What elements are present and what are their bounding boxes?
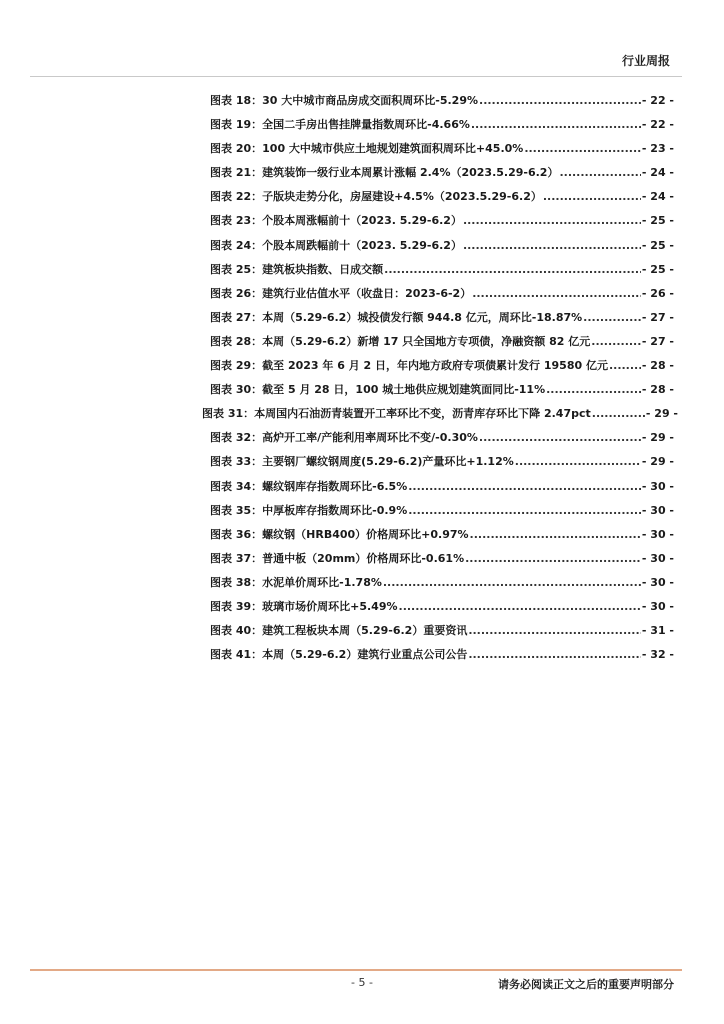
toc-entry-label: 图表 24：个股本周跌幅前十（2023. 5.29-6.2） xyxy=(210,238,462,252)
toc-entry[interactable] xyxy=(210,212,674,236)
toc-entry-page: - 23 - xyxy=(641,142,674,156)
toc-dot-leader xyxy=(479,431,641,444)
toc-dot-leader xyxy=(479,94,641,107)
toc-dot-leader xyxy=(546,383,641,396)
toc-entry-page: - 30 - xyxy=(641,575,674,589)
toc-entry-page: - 28 - xyxy=(641,383,674,397)
toc-dot-leader xyxy=(592,407,645,420)
toc-dot-leader xyxy=(515,455,641,468)
toc-entry-page: - 30 - xyxy=(641,479,674,493)
toc-entry-page: - 27 - xyxy=(641,310,674,324)
toc-entry[interactable] xyxy=(202,405,678,429)
toc-dot-leader xyxy=(470,528,641,541)
toc-entry-label: 图表 26：建筑行业估值水平（收盘日：2023-6-2） xyxy=(210,286,472,300)
footer-divider xyxy=(30,969,682,971)
toc-entry[interactable] xyxy=(210,309,674,333)
toc-entry[interactable] xyxy=(210,188,674,212)
toc-entry[interactable] xyxy=(210,116,674,140)
toc-entry-label: 图表 34：螺纹钢库存指数周环比-6.5% xyxy=(210,479,408,493)
toc-entry[interactable] xyxy=(210,622,674,646)
toc-entry-page: - 22 - xyxy=(641,118,674,132)
toc-entry-label: 图表 19：全国二手房出售挂牌量指数周环比-4.66% xyxy=(210,118,470,132)
toc-dot-leader xyxy=(559,166,640,179)
toc-entry[interactable] xyxy=(210,453,674,477)
toc-entry[interactable] xyxy=(210,598,674,622)
toc-entry-label: 图表 31：本周国内石油沥青装置开工率环比不变，沥青库存环比下降 2.47pct xyxy=(202,407,591,421)
toc-dot-leader xyxy=(408,480,641,493)
toc-entry[interactable] xyxy=(210,502,674,526)
toc-entry-label: 图表 18：30 大中城市商品房成交面积周环比-5.29% xyxy=(210,94,479,107)
toc-entry[interactable] xyxy=(210,92,674,116)
toc-entry-page: - 30 - xyxy=(641,527,674,541)
toc-entry-label: 图表 28：本周（5.29-6.2）新增 17 只全国地方专项债，净融资额 82 亿元 xyxy=(210,334,591,348)
toc-dot-leader xyxy=(383,576,641,589)
toc-entry[interactable] xyxy=(210,574,674,598)
toc-dot-leader xyxy=(468,648,641,661)
toc-dot-leader xyxy=(468,624,641,637)
toc-entry-page: - 24 - xyxy=(641,190,674,204)
toc-entry[interactable] xyxy=(210,140,674,164)
toc-entry-page: - 25 - xyxy=(641,214,674,228)
toc-dot-leader xyxy=(384,263,641,276)
toc-entry-page: - 27 - xyxy=(641,334,674,348)
toc-entry-page: - 25 - xyxy=(641,262,674,276)
toc-entry-label: 图表 41：本周（5.29-6.2）建筑行业重点公司公告 xyxy=(210,648,468,662)
toc-entry[interactable] xyxy=(210,285,674,309)
toc-entry-label: 图表 23：个股本周涨幅前十（2023. 5.29-6.2） xyxy=(210,214,462,228)
toc-dot-leader xyxy=(399,600,641,613)
toc-dot-leader xyxy=(524,142,641,155)
toc-dot-leader xyxy=(609,359,641,372)
toc-dot-leader xyxy=(465,552,641,565)
toc-entry[interactable] xyxy=(210,429,674,453)
toc-entry-page: - 32 - xyxy=(641,648,674,662)
toc-entry-label: 图表 27：本周（5.29-6.2）城投债发行额 944.8 亿元，周环比-18.87% xyxy=(210,310,583,324)
toc-dot-leader xyxy=(408,504,641,517)
toc-entry-label: 图表 22：子版块走势分化，房屋建设+4.5%（2023.5.29-6.2） xyxy=(210,190,542,204)
toc-entry[interactable] xyxy=(210,478,674,502)
toc-dot-leader xyxy=(583,311,641,324)
toc-dot-leader xyxy=(472,287,641,300)
toc-entry-page: - 22 - xyxy=(641,94,674,107)
toc-entry-page: - 29 - xyxy=(645,407,678,421)
toc-entry[interactable] xyxy=(210,333,674,357)
page-number: - 5 - xyxy=(351,976,373,989)
toc-entry-label: 图表 32：高炉开工率/产能利用率周环比不变/-0.30% xyxy=(210,431,478,445)
toc-entry[interactable] xyxy=(210,237,674,261)
toc-entry-label: 图表 37：普通中板（20mm）价格周环比-0.61% xyxy=(210,551,465,565)
toc-entry-label: 图表 20：100 大中城市供应土地规划建筑面积周环比+45.0% xyxy=(210,142,524,156)
toc-entry-page: - 31 - xyxy=(641,624,674,638)
toc-dot-leader xyxy=(471,118,641,131)
report-type-label: 行业周报 xyxy=(621,54,670,68)
toc-entry-label: 图表 40：建筑工程板块本周（5.29-6.2）重要资讯 xyxy=(210,624,468,638)
toc-entry-label: 图表 35：中厚板库存指数周环比-0.9% xyxy=(210,503,408,517)
toc-dot-leader xyxy=(543,190,641,203)
toc-entry-page: - 29 - xyxy=(641,455,674,469)
toc-dot-leader xyxy=(591,335,641,348)
toc-entry-label: 图表 29：截至 2023 年 6 月 2 日，年内地方政府专项债累计发行 19580 亿元 xyxy=(210,359,608,373)
toc-entry-page: - 30 - xyxy=(641,551,674,565)
toc-entry-page: - 28 - xyxy=(641,359,674,373)
toc-entry[interactable] xyxy=(210,526,674,550)
toc-entry[interactable] xyxy=(210,381,674,405)
toc-entry[interactable] xyxy=(210,550,674,574)
toc-entry[interactable] xyxy=(210,357,674,381)
toc-dot-leader xyxy=(463,239,641,252)
toc-entry-label: 图表 39：玻璃市场价周环比+5.49% xyxy=(210,599,398,613)
toc-entry-label: 图表 25：建筑板块指数、日成交额 xyxy=(210,262,384,276)
toc-entry-page: - 24 - xyxy=(641,166,674,180)
disclaimer-text: 请务必阅读正文之后的重要声明部分 xyxy=(498,978,674,991)
toc-entry-page: - 25 - xyxy=(641,238,674,252)
toc-entry-label: 图表 38：水泥单价周环比-1.78% xyxy=(210,575,382,589)
toc-dot-leader xyxy=(463,214,641,227)
toc-entry[interactable] xyxy=(210,164,674,188)
toc-entry-page: - 26 - xyxy=(641,286,674,300)
toc-entry-page: - 30 - xyxy=(641,503,674,517)
table-of-figures xyxy=(202,92,678,670)
toc-entry-page: - 30 - xyxy=(641,599,674,613)
toc-entry-page: - 29 - xyxy=(641,431,674,445)
toc-entry-label: 图表 33：主要钢厂螺纹钢周度(5.29-6.2)产量环比+1.12% xyxy=(210,455,514,469)
toc-entry[interactable] xyxy=(210,261,674,285)
toc-entry[interactable] xyxy=(210,646,674,670)
header-divider xyxy=(30,76,682,77)
toc-entry-label: 图表 30：截至 5 月 28 日，100 城土地供应规划建筑面同比-11% xyxy=(210,383,546,397)
toc-entry-label: 图表 21：建筑装饰一级行业本周累计涨幅 2.4%（2023.5.29-6.2） xyxy=(210,166,559,180)
toc-entry-label: 图表 36：螺纹钢（HRB400）价格周环比+0.97% xyxy=(210,527,469,541)
